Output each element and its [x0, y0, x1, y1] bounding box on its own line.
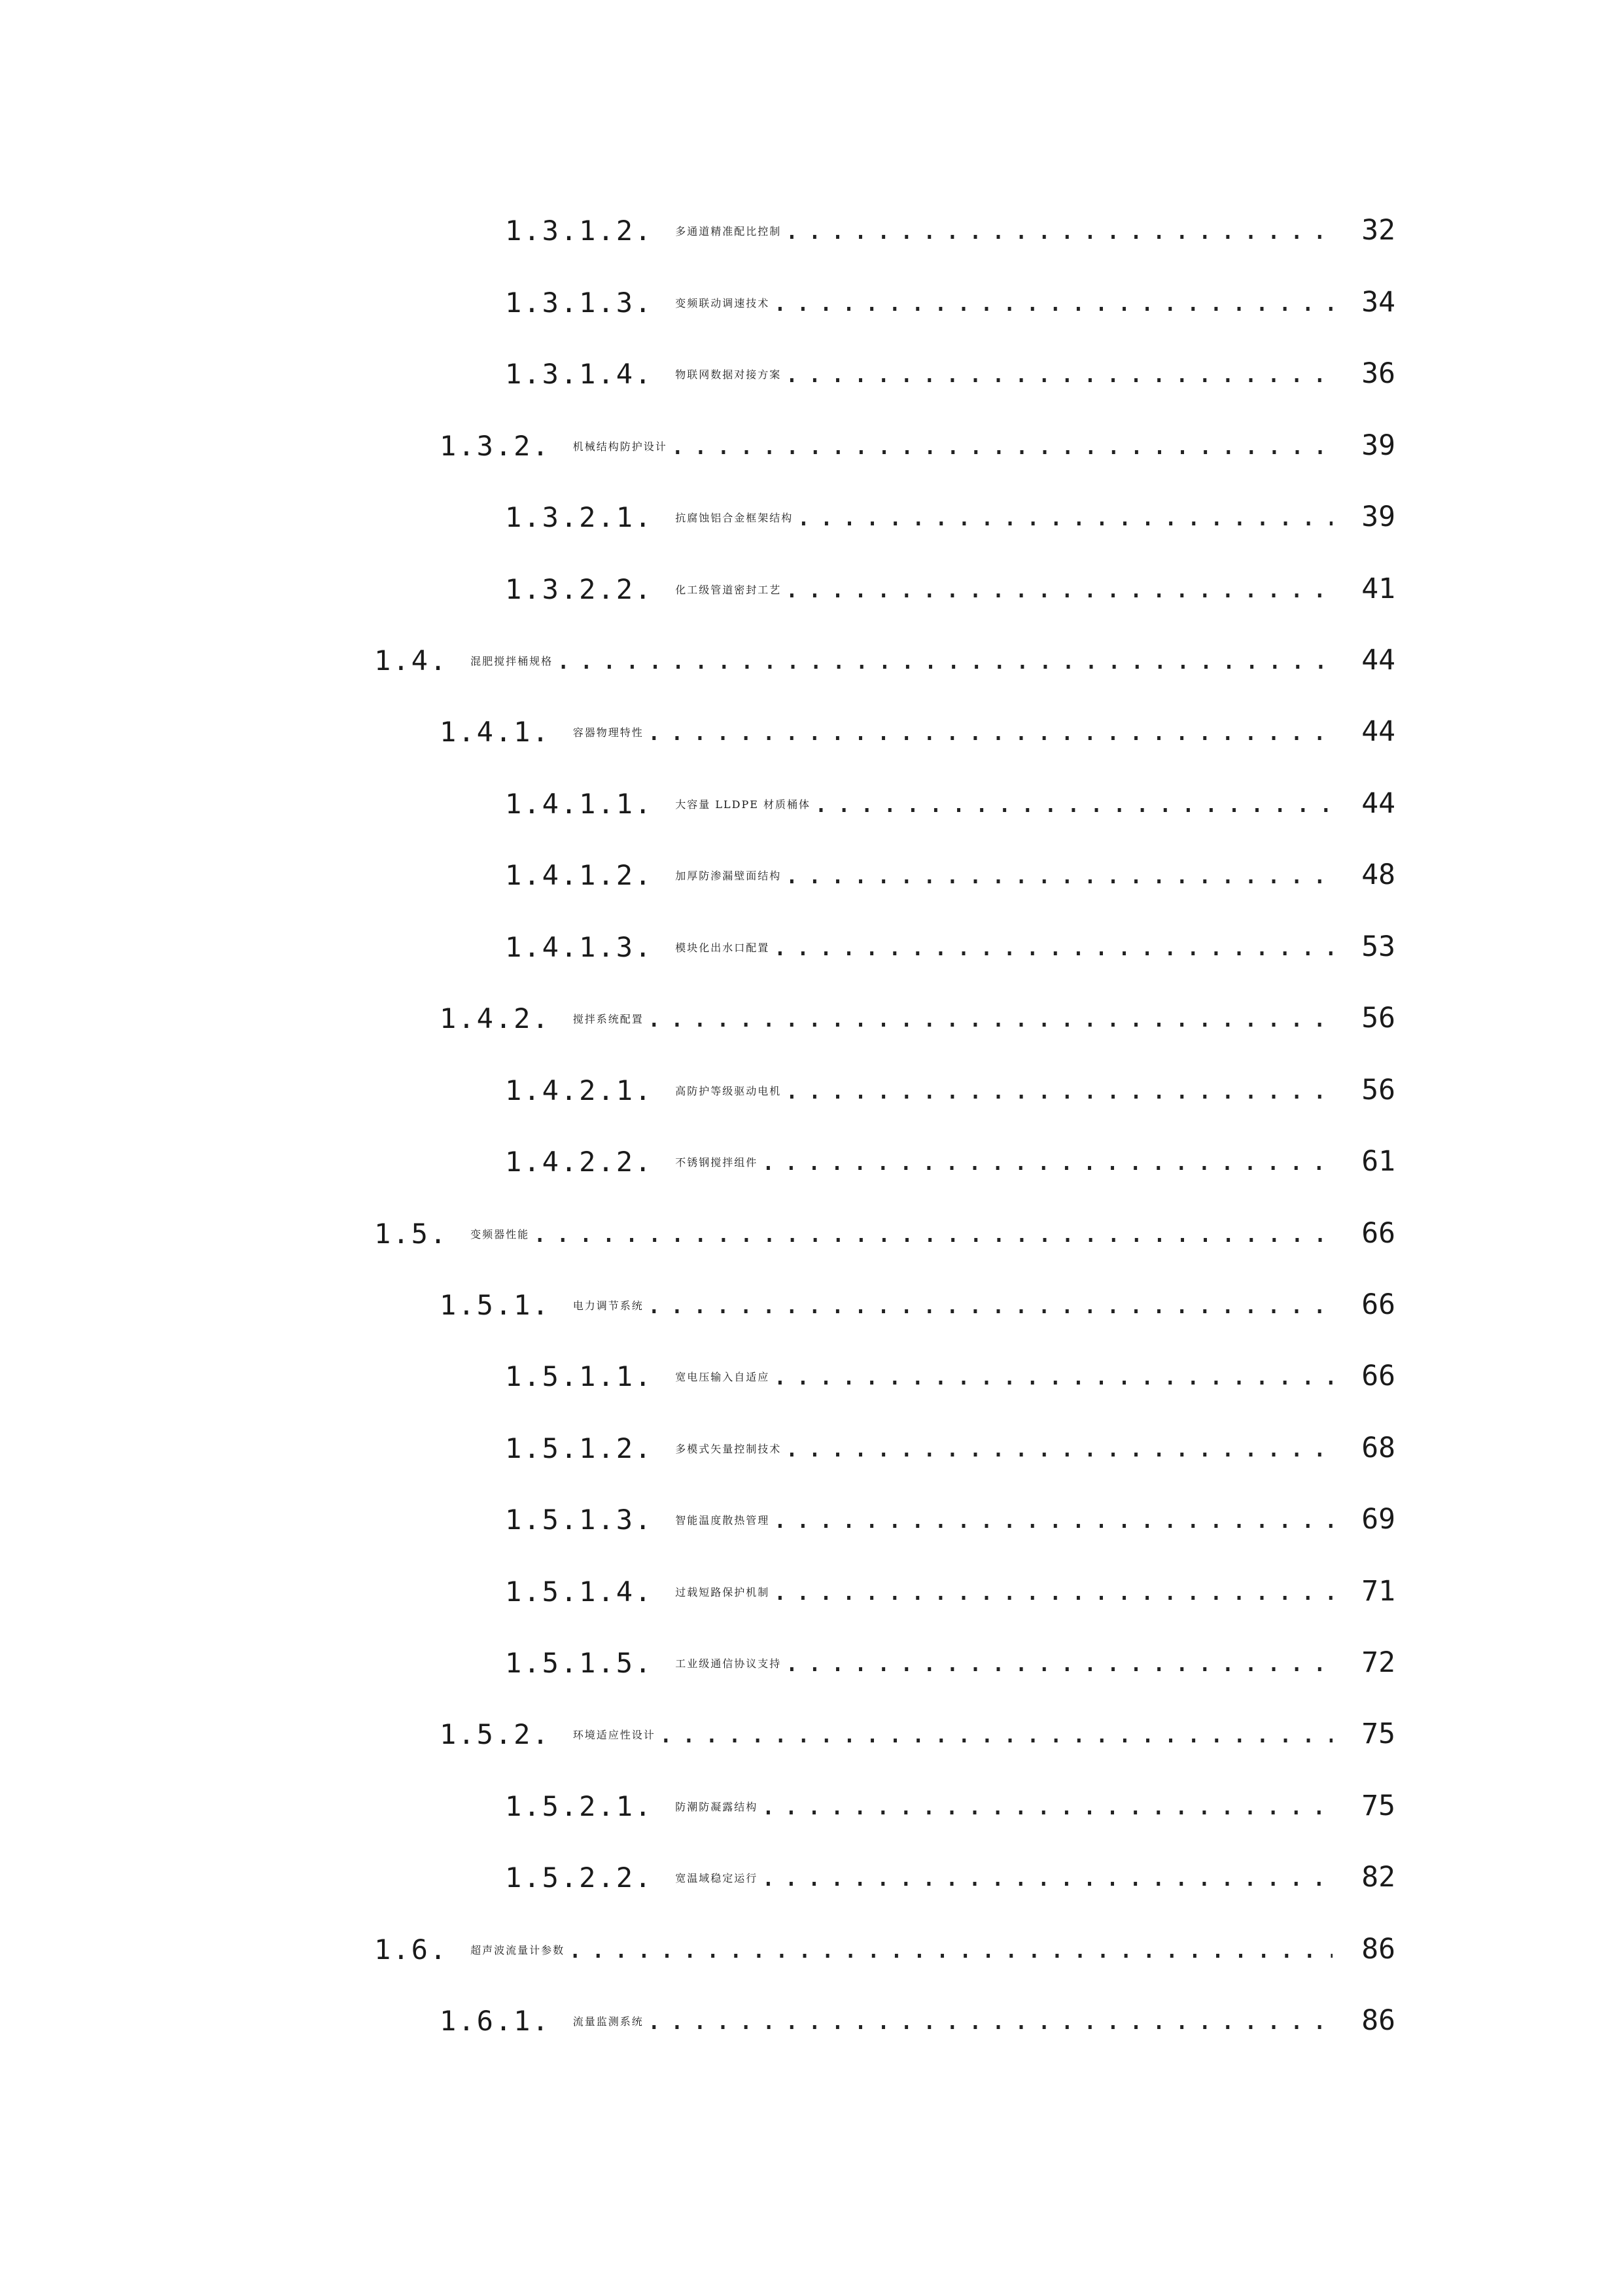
toc-leader-dots	[646, 716, 1333, 747]
toc-entry-page: 66	[1361, 1360, 1395, 1392]
toc-entry[interactable]	[0, 422, 1623, 469]
toc-entry-number: 1.3.1.3.	[505, 286, 654, 319]
toc-entry[interactable]	[0, 851, 1623, 898]
toc-leader-dots	[784, 359, 1333, 389]
toc-entry[interactable]	[0, 780, 1623, 827]
toc-entry-number: 1.5.2.	[440, 1718, 551, 1750]
toc-leader-dots	[555, 645, 1333, 675]
toc-leader-dots	[784, 574, 1333, 604]
toc-leader-dots	[532, 1218, 1333, 1248]
toc-entry-page: 32	[1361, 214, 1395, 247]
toc-entry-page: 66	[1361, 1217, 1395, 1250]
toc-entry-page: 34	[1361, 286, 1395, 319]
toc-leader-dots	[772, 1576, 1333, 1606]
toc-entry-page: 56	[1361, 1074, 1395, 1106]
toc-entry[interactable]	[0, 1710, 1623, 1757]
toc-entry[interactable]	[0, 1782, 1623, 1829]
toc-entry[interactable]	[0, 1926, 1623, 1973]
toc-entry-title: 加厚防渗漏壁面结构	[675, 869, 782, 882]
toc-entry-page: 39	[1361, 429, 1395, 462]
toc-leader-dots	[646, 1003, 1333, 1033]
toc-entry-number: 1.4.2.2.	[505, 1145, 654, 1178]
toc-entry[interactable]	[0, 708, 1623, 755]
toc-entry[interactable]	[0, 1997, 1623, 2044]
toc-entry-page: 41	[1361, 573, 1395, 605]
toc-entry-number: 1.4.1.	[440, 715, 551, 748]
toc-entry-page: 86	[1361, 2004, 1395, 2037]
toc-entry-number: 1.3.1.4.	[505, 357, 654, 390]
toc-leader-dots	[772, 932, 1333, 962]
toc-entry-title: 宽电压输入自适应	[675, 1370, 770, 1383]
toc-entry-number: 1.3.1.2.	[505, 214, 654, 247]
toc-entry-number: 1.4.1.1.	[505, 787, 654, 820]
toc-entry-number: 1.4.1.2.	[505, 858, 654, 891]
toc-entry-title: 宽温域稳定运行	[675, 1871, 758, 1884]
toc-entry-title: 防潮防凝露结构	[675, 1800, 758, 1813]
toc-entry[interactable]	[0, 565, 1623, 612]
toc-entry-number: 1.5.2.2.	[505, 1861, 654, 1894]
toc-entry[interactable]	[0, 995, 1623, 1042]
toc-entry-title: 混肥搅拌桶规格	[470, 654, 553, 667]
toc-entry-title: 工业级通信协议支持	[675, 1657, 782, 1670]
toc-entry[interactable]	[0, 279, 1623, 326]
toc-entry-number: 1.4.1.3.	[505, 930, 654, 963]
toc-entry-page: 39	[1361, 501, 1395, 533]
toc-entry-number: 1.5.1.1.	[505, 1360, 654, 1392]
toc-entry-title: 多通道精准配比控制	[675, 224, 782, 238]
toc-entry-title: 抗腐蚀铝合金框架结构	[675, 511, 794, 524]
toc-entry-title: 智能温度散热管理	[675, 1513, 770, 1527]
toc-entry-title: 化工级管道密封工艺	[675, 583, 782, 596]
toc-entry-title: 超声波流量计参数	[470, 1943, 565, 1956]
toc-entry-title: 大容量 LLDPE 材质桶体	[675, 798, 811, 811]
toc-entry-title: 模块化出水口配置	[675, 941, 770, 954]
toc-entry-number: 1.4.2.	[440, 1002, 551, 1034]
toc-leader-dots	[813, 788, 1333, 819]
toc-entry-title: 变频器性能	[470, 1227, 530, 1241]
toc-entry-page: 44	[1361, 787, 1395, 820]
toc-entry-number: 1.6.1.	[440, 2004, 551, 2037]
toc-leader-dots	[760, 1146, 1333, 1176]
toc-entry-number: 1.6.	[374, 1933, 449, 1966]
toc-entry-page: 72	[1361, 1646, 1395, 1679]
toc-entry-title: 环境适应性设计	[572, 1728, 655, 1741]
toc-entry[interactable]	[0, 1568, 1623, 1615]
toc-leader-dots	[772, 1361, 1333, 1391]
toc-entry-page: 86	[1361, 1933, 1395, 1966]
toc-entry-title: 流量监测系统	[572, 2015, 644, 2028]
toc-entry[interactable]	[0, 350, 1623, 397]
toc-entry-number: 1.3.2.1.	[505, 501, 654, 533]
toc-entry[interactable]	[0, 1138, 1623, 1185]
toc-entry[interactable]	[0, 1352, 1623, 1400]
toc-entry-number: 1.3.2.	[440, 429, 551, 462]
toc-leader-dots	[784, 860, 1333, 890]
toc-entry-title: 不锈钢搅拌组件	[675, 1156, 758, 1169]
toc-entry-page: 69	[1361, 1503, 1395, 1536]
toc-entry-number: 1.5.1.4.	[505, 1575, 654, 1608]
toc-entry-page: 75	[1361, 1718, 1395, 1750]
toc-entry-number: 1.5.1.	[440, 1288, 551, 1321]
toc-entry-number: 1.4.	[374, 644, 449, 677]
toc-entry-title: 机械结构防护设计	[572, 440, 667, 453]
toc-entry[interactable]	[0, 923, 1623, 970]
toc-entry[interactable]	[0, 1210, 1623, 1257]
toc-entry-title: 容器物理特性	[572, 726, 644, 739]
toc-entry-page: 44	[1361, 715, 1395, 748]
toc-entry-page: 75	[1361, 1790, 1395, 1822]
toc-entry-number: 1.5.1.3.	[505, 1503, 654, 1536]
toc-entry-page: 71	[1361, 1575, 1395, 1608]
toc-entry-title: 搅拌系统配置	[572, 1012, 644, 1025]
toc-leader-dots	[772, 287, 1333, 317]
toc-entry-page: 66	[1361, 1288, 1395, 1321]
toc-entry[interactable]	[0, 493, 1623, 540]
toc-entry-title: 物联网数据对接方案	[675, 368, 782, 381]
toc-entry[interactable]	[0, 1281, 1623, 1328]
toc-entry-number: 1.5.	[374, 1217, 449, 1250]
toc-entry-page: 68	[1361, 1432, 1395, 1464]
toc-entry[interactable]	[0, 207, 1623, 254]
toc-entry-page: 48	[1361, 858, 1395, 891]
toc-leader-dots	[760, 1791, 1333, 1821]
toc-entry[interactable]	[0, 1424, 1623, 1472]
toc-entry-title: 过载短路保护机制	[675, 1585, 770, 1598]
toc-leader-dots	[646, 2005, 1333, 2036]
toc-entry-page: 61	[1361, 1145, 1395, 1178]
toc-entry-page: 36	[1361, 357, 1395, 390]
toc-entry[interactable]	[0, 1067, 1623, 1114]
toc-entry[interactable]	[0, 637, 1623, 684]
toc-entry-title: 变频联动调速技术	[675, 296, 770, 309]
toc-entry[interactable]	[0, 1854, 1623, 1901]
toc-entry[interactable]	[0, 1639, 1623, 1686]
toc-leader-dots	[670, 431, 1333, 461]
toc-entry-number: 1.3.2.2.	[505, 573, 654, 605]
toc-entry-number: 1.4.2.1.	[505, 1074, 654, 1106]
toc-entry-page: 82	[1361, 1861, 1395, 1894]
toc-leader-dots	[760, 1862, 1333, 1892]
toc-entry-title: 电力调节系统	[572, 1299, 644, 1312]
toc-entry-number: 1.5.1.5.	[505, 1646, 654, 1679]
toc-entry-title: 高防护等级驱动电机	[675, 1084, 782, 1097]
toc-entry-page: 56	[1361, 1002, 1395, 1034]
toc-entry-page: 53	[1361, 930, 1395, 963]
toc-leader-dots	[784, 215, 1333, 245]
toc-leader-dots	[784, 1075, 1333, 1105]
toc-leader-dots	[784, 1433, 1333, 1463]
toc-leader-dots	[795, 502, 1333, 532]
toc-entry-title: 多模式矢量控制技术	[675, 1442, 782, 1455]
toc-leader-dots	[646, 1290, 1333, 1320]
toc-leader-dots	[784, 1648, 1333, 1678]
toc-entry-number: 1.5.2.1.	[505, 1790, 654, 1822]
toc-entry-page: 44	[1361, 644, 1395, 677]
toc-leader-dots	[772, 1504, 1333, 1534]
toc-leader-dots	[658, 1719, 1333, 1749]
toc-entry[interactable]	[0, 1496, 1623, 1543]
toc-leader-dots	[567, 1934, 1333, 1964]
toc-entry-number: 1.5.1.2.	[505, 1432, 654, 1464]
